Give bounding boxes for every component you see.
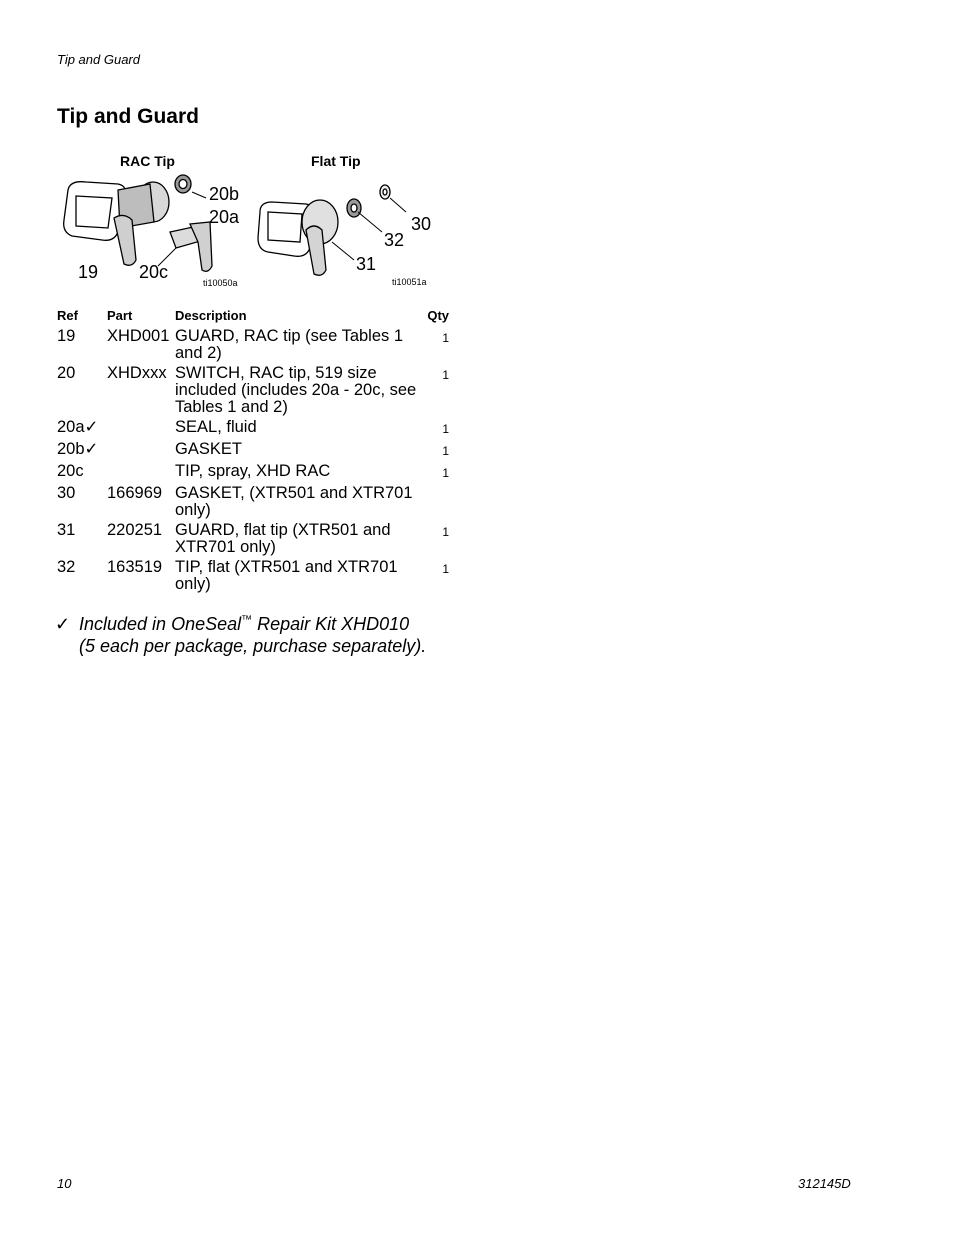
ref-cell: 20c [57,462,84,480]
part-cell [107,419,175,441]
table-row [57,522,449,559]
table-row [57,559,449,596]
rac-figure-id: ti10050a [203,278,238,288]
part-cell: XHD001 [107,327,170,345]
table-row [57,463,449,485]
description-cell: GASKET [175,440,242,458]
callout-20a: 20a [209,207,240,227]
table-header-row [57,308,449,328]
callout-20c: 20c [139,262,169,282]
qty-cell: 1 [442,331,449,345]
part-cell: 220251 [107,521,163,539]
ref-cell: 32 [57,558,76,576]
col-qty: Qty [427,308,449,323]
callout-20b: 20b [209,184,240,204]
ref-cell: 20a✓ [57,418,99,436]
table-row [57,419,449,441]
col-part: Part [107,308,133,323]
description-cell: GASKET, (XTR501 and XTR701 only) [175,484,413,519]
footnote-line-2: (5 each per package, purchase separately). [79,636,427,656]
part-cell: 166969 [107,484,163,502]
flat-tip-label: Flat Tip [311,153,361,169]
footnote-text-pre: Included in OneSeal [79,614,242,634]
table-row [57,485,449,522]
qty-cell: 1 [442,422,449,436]
qty-cell: 1 [442,525,449,539]
check-mark-icon: ✓ [55,614,71,634]
footnote-text-post: Repair Kit XHD010 [252,614,410,634]
col-ref: Ref [57,308,78,323]
callout-19: 19 [78,262,99,282]
description-cell: TIP, flat (XTR501 and XTR701 only) [175,558,398,593]
part-cell: 163519 [107,558,163,576]
description-cell: SWITCH, RAC tip, 519 size included (includes 20a - 20c, see Tables 1 and 2) [175,364,417,416]
repair-kit-footnote [55,609,426,657]
part-cell [107,463,175,485]
ref-cell: 19 [57,327,76,345]
callout-30: 30 [411,214,432,234]
flat-figure-id: ti10051a [392,277,427,287]
running-header: Tip and Guard [57,52,140,67]
table-row [57,441,449,463]
table-row [57,365,449,419]
callout-32: 32 [384,230,405,250]
description-cell: TIP, spray, XHD RAC [175,462,331,480]
trademark-symbol: ™ [241,614,253,626]
part-cell [107,441,175,463]
rac-tip-label: RAC Tip [120,153,175,169]
description-cell: SEAL, fluid [175,418,257,436]
description-cell: GUARD, flat tip (XTR501 and XTR701 only) [175,521,391,556]
qty-cell: 1 [442,368,449,382]
ref-cell: 30 [57,484,76,502]
description-cell: GUARD, RAC tip (see Tables 1 and 2) [175,327,404,362]
page-number: 10 [57,1176,72,1191]
page-title: Tip and Guard [57,105,199,128]
ref-cell: 20 [57,364,76,382]
qty-cell: 1 [442,562,449,576]
qty-cell: 1 [442,444,449,458]
footnote-line-1 [55,609,426,635]
document-number: 312145D [798,1176,851,1191]
qty-cell: 1 [442,466,449,480]
callout-31: 31 [356,254,377,274]
col-description: Description [175,308,247,323]
table-row [57,328,449,365]
part-cell: XHDxxx [107,364,167,382]
qty-cell [427,485,449,522]
ref-cell: 31 [57,521,76,539]
parts-table [57,308,449,596]
ref-cell: 20b✓ [57,440,99,458]
